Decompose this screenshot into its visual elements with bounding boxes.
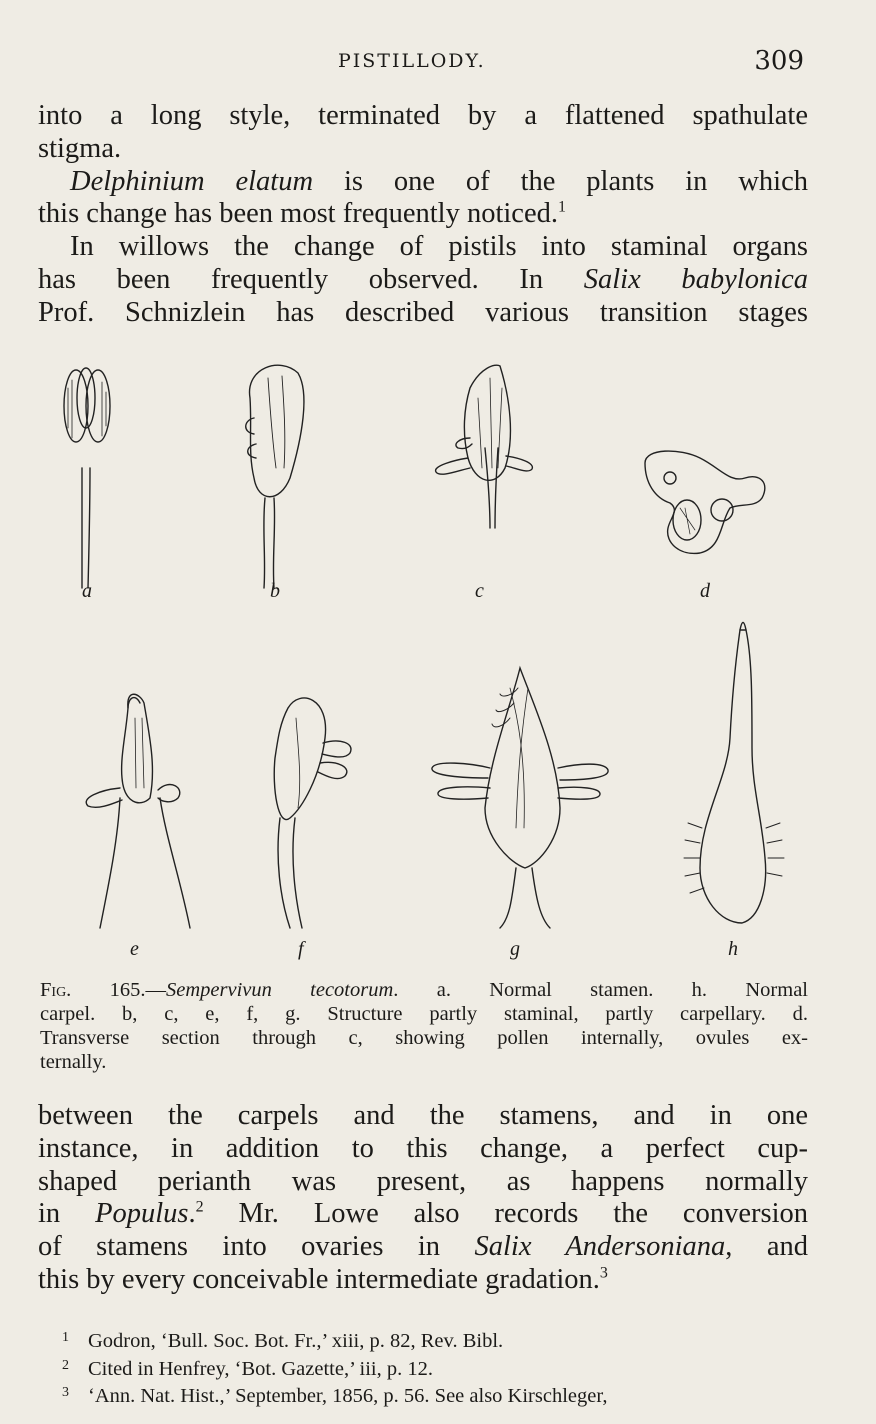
footnote-ref: 2 [195,1198,204,1216]
species-name: Sempervivun tecotorum [165,979,394,1001]
figure-label-h: h [728,938,738,960]
drawing-b [246,365,304,588]
footnote-mark: 1 [62,1330,69,1345]
drawing-a-normal-stamen [64,368,110,588]
figure-number: Fig. 165. [40,979,146,1001]
text-fragment: this by every conceivable intermediate gradation. [38,1263,600,1295]
footnote-mark: 2 [62,1357,69,1373]
text-fragment: Mr. Lowe also records the conversion [203,1198,808,1230]
footnote-text: Godron, ‘Bull. Soc. Bot. Fr.,’ xiii, p. 82, Rev. Bibl. [88,1330,504,1352]
text-line [38,264,808,297]
figure-label-g: g [510,938,520,960]
footnote [40,1326,808,1354]
text-line: shaped perianth was present, as happens normally [38,1165,808,1197]
caption-line: carpel. b, c, e, f, g. Structure partly staminal, partly carpellary. d. [40,1003,808,1025]
text-line [38,1264,808,1297]
drawing-e [86,694,190,928]
drawing-g [432,668,608,928]
bottom-paragraph [38,1100,808,1297]
text-line: instance, in addition to this change, a perfect cup- [38,1132,808,1164]
text-fragment: is one of the plants in which [313,165,808,197]
footnote-mark: 3 [62,1385,69,1400]
text-fragment: , and [725,1231,808,1263]
figure-165 [40,358,820,968]
text-line: in Populus.$^2$ Mr. Lowe also records the conversion [38,1198,808,1230]
text-line [38,198,808,231]
text-fragment: of stamens into ovaries in [38,1231,475,1263]
drawing-f [274,698,351,928]
figure-label-d: d [700,580,710,602]
footnote-text: Cited in Henfrey, ‘Bot. Gazette,’ iii, p. 12. [88,1357,433,1380]
drawing-h-normal-carpel [684,623,784,924]
species-name: Populus [95,1198,189,1230]
text-fragment: this change has been most frequently noticed. [38,198,558,230]
text-line: stigma. [38,132,122,164]
caption-line [40,978,808,1002]
text-line [38,1231,808,1264]
text-line: Prof. Schnizlein has described various transition stages [38,296,808,328]
text-line: into a long style, terminated by a flattened spathulate [38,100,808,131]
drawing-d-transverse-section [645,451,765,553]
footnote-ref: 1 [557,198,566,216]
figure-label-e: e [130,938,139,960]
text-fragment: has been frequently observed. In [38,263,584,295]
figure-caption [40,978,808,1074]
footnotes [40,1326,808,1409]
caption-line: ternally. [40,1051,107,1073]
text-line: In willows the change of pistils into staminal organs [70,231,808,263]
footnote [40,1354,808,1382]
species-name: Salix Andersoniana [474,1231,726,1263]
text-fragment: . a. Normal stamen. h. Normal [393,979,808,1001]
footnote-text: ‘Ann. Nat. Hist.,’ September, 1856, p. 56. See also Kirschleger, [88,1385,608,1407]
drawing-c [436,365,533,528]
figure-label-f: f [298,938,304,960]
species-name: Salix babylonica [583,263,809,295]
text-line: between the carpels and the stamens, and in one [38,1100,808,1131]
figure-label-b: b [270,580,280,602]
top-paragraphs [38,100,808,330]
figure-label-a: a [82,580,92,602]
figure-label-c: c [475,580,484,602]
caption-dash: — [145,979,166,1001]
footnote [40,1381,808,1409]
text-fragment: in [38,1198,96,1230]
species-name: Delphinium elatum [70,165,314,197]
footnote-ref: 3 [599,1264,608,1282]
page-number: 309 [754,46,804,76]
botanical-illustration [40,358,820,968]
running-head [38,46,806,80]
caption-line: Transverse section through c, showing pollen internally, ovules ex- [40,1027,808,1049]
running-title: PISTILLODY. [338,50,486,72]
text-line [38,166,808,199]
